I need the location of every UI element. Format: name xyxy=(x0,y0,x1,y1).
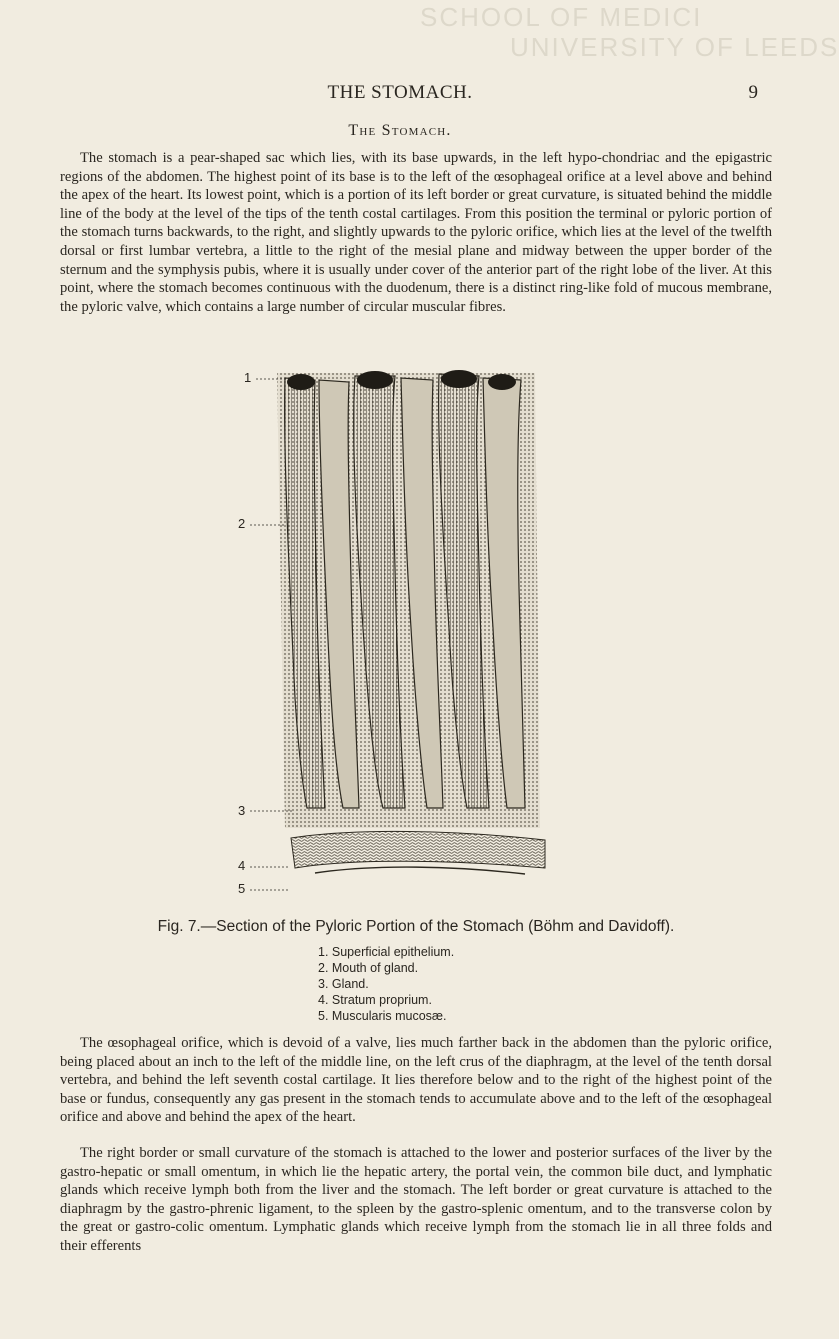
figure-label-3: 3 xyxy=(238,803,246,818)
legend-item: 1. Superficial epithelium. xyxy=(318,945,455,959)
figure-leader-lines xyxy=(250,370,310,900)
legend-item: 2. Mouth of gland. xyxy=(318,961,419,975)
legend-item: 4. Stratum proprium. xyxy=(318,993,432,1007)
paragraph-oesophageal-orifice: The œsophageal orifice, which is devoid of a valve, lies much farther back in the abdomen than the pyloric orifice, being placed about an inch to the left of the middle line, on the left crus of the diaphragm, at the level of the tenth dorsal vertebra, and behind the left seventh costal cartilage. It lies therefore below and to the right of the highest point of the base or fundus, consequently any gas present in the stomach tends to accumulate above and to the left of the œsophageal orifice and above and behind the apex of the heart. xyxy=(60,1035,772,1126)
running-header xyxy=(0,82,800,106)
watermark-line-2: UNIVERSITY OF LEEDS xyxy=(510,32,839,62)
legend-item: 5. Muscularis mucosæ. xyxy=(318,1009,447,1023)
legend-item: 3. Gland. xyxy=(318,977,369,991)
paragraph-intro: The stomach is a pear-shaped sac which lies, with its base upwards, in the left hypo-chondriac and the epigastric regions of the abdomen. The highest point of its base is to the left of the œsophageal orifice at a level above and behind the apex of the heart. Its lowest point, which is a portion of its left border or great curvature, is situated behind the middle line of the body at the level of the tips of the tenth costal cartilages. From this position the terminal or pyloric portion of the stomach turns backwards, to the right, and slightly upwards to the pyloric orifice, which lies at the level of the twelfth dorsal or first lumbar vertebra, a little to the right of the mesial plane and midway between the upper border of the sternum and the symphysis pubis, where it is usually under cover of the anterior part of the right lobe of the liver. At this point, where the stomach becomes continuous with the duodenum, there is a distinct ring-like fold of mucous membrane, the pyloric valve, which contains a large number of circular muscular fibres. xyxy=(60,150,772,315)
figure-caption: Fig. 7.—Section of the Pyloric Portion of the Stomach (Böhm and Davidoff). xyxy=(157,918,675,935)
running-title: THE STOMACH. xyxy=(327,82,473,103)
figure-label-2: 2 xyxy=(238,516,246,531)
figure-label-4: 4 xyxy=(238,858,246,873)
paragraph-curvatures: The right border or small curvature of the stomach is attached to the lower and posterior surfaces of the liver by the gastro-hepatic or small omentum, in which lie the hepatic artery, the portal vein, the common bile duct, and lymphatic glands which receive lymph both from the liver and the stomach. The left border or great curvature is attached to the diaphragm by the gastro-phrenic ligament, to the spleen by the gastro-splenic omentum, and to the transverse colon by the great or gastro-colic omentum. Lymphatic glands which receive lymph from the stomach lie in all three folds and their efferents xyxy=(60,1145,772,1254)
figure-label-1: 1 xyxy=(244,370,252,385)
figure-label-5: 5 xyxy=(238,881,246,896)
page-number: 9 xyxy=(748,82,758,103)
section-heading: The Stomach. xyxy=(348,122,452,139)
watermark-line-1: SCHOOL OF MEDICI xyxy=(420,2,703,32)
library-watermark xyxy=(420,2,839,62)
figure-legend xyxy=(318,944,454,1024)
